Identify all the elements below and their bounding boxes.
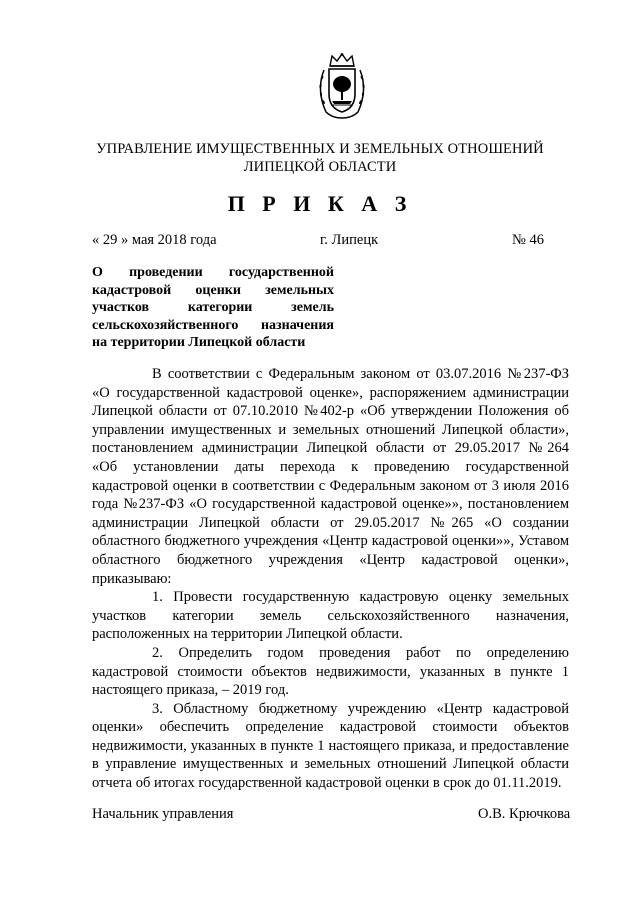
organization-name-line2: ЛИПЕЦКОЙ ОБЛАСТИ [243,159,397,175]
body-line: администрации Липецкой области от 29.05.2017 №265 «О создании [92,514,569,531]
body-line: отчета об итогах государственной кадастровой оценки в срок до 01.11.2019. [92,775,562,792]
body-line: в управление имущественных и земельных отношений Липецкой области [92,756,569,773]
preamble-paragraph [92,365,569,588]
body-line: года №237-ФЗ «О государственной кадастровой оценке»», постановлением [92,496,569,513]
body-line: расположенных на территории Липецкой области. [92,626,403,643]
body-line: «Об установлении даты перехода к проведению государственной [92,458,569,475]
body-line: оценки» обеспечить определение кадастровой стоимости объектов [92,719,569,736]
subject-line: О проведении государственной [92,265,334,280]
document-subject [92,264,334,352]
body-line: «О государственной кадастровой оценке», распоряжением администрации [92,384,569,401]
document-number: № 46 [512,232,544,248]
body-line: кадастровой стоимости объектов недвижимости, указанных в пункте 1 [92,663,569,680]
subject-line: сельскохозяйственного назначения [92,317,334,333]
body-line: участков категории земель сельскохозяйственного назначения, [92,607,569,624]
item-3-paragraph [92,700,569,793]
body-line: недвижимости, указанных в пункте 1 настоящего приказа, и предоставление [92,737,569,754]
subject-line: на территории Липецкой области [92,335,306,351]
signatory-position: Начальник управления [92,806,234,822]
body-line: В соответствии с Федеральным законом от 03.07.2016 №237-ФЗ [152,366,569,382]
subject-line: участков категории земель [92,300,334,316]
document-body [92,365,569,793]
body-line: постановлением администрации Липецкой области от 29.05.2017 №264 [92,440,569,457]
body-line: 3. Областному бюджетному учреждению «Центр кадастровой [152,700,569,717]
coat-of-arms-emblem [314,52,370,120]
body-line: управлении имущественных и земельных отношений Липецкой области», [92,421,569,438]
item-1-paragraph [92,588,569,644]
signatory-name: О.В. Крючкова [478,806,571,822]
subject-line: кадастровой оценки земельных [92,282,334,298]
body-line: областного бюджетного учреждения «Центр кадастровой оценки», [92,551,569,568]
body-line: настоящего приказа, – 2019 год. [92,682,289,699]
body-line: кадастровой оценки в соответствии с Федеральным законом от 3 июля 2016 [92,477,569,494]
document-city: г. Липецк [320,232,379,248]
body-line: Липецкой области от 07.10.2010 №402-р «Об утверждении Положения об [92,403,569,420]
item-2-paragraph [92,644,569,700]
body-line: 1. Провести государственную кадастровую оценку земельных [152,589,569,606]
body-line: 2. Определить годом проведения работ по определению [152,644,569,661]
document-date: « 29 » мая 2018 года [92,232,217,248]
body-line: приказываю: [92,570,172,587]
document-title: П Р И К А З [227,191,413,216]
body-line: областного бюджетного учреждения «Центр кадастровой оценки»», Уставом [92,533,569,550]
organization-name-line1: УПРАВЛЕНИЕ ИМУЩЕСТВЕННЫХ И ЗЕМЕЛЬНЫХ ОТНОШЕНИЙ [96,141,544,157]
